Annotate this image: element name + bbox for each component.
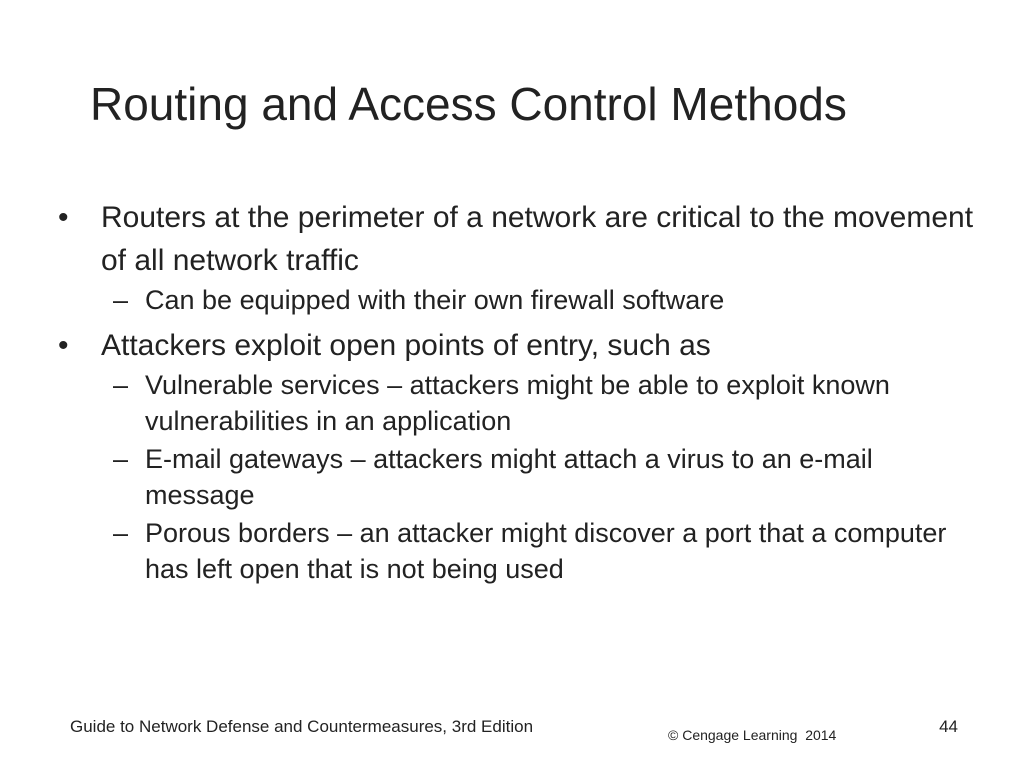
bullet-marker: • (58, 201, 69, 234)
sub-bullet-marker: – (113, 444, 129, 474)
bullet-text: Attackers exploit open points of entry, such as (101, 329, 711, 362)
sub-bullet-item (113, 515, 978, 587)
sub-bullet-text: Can be equipped with their own firewall software (145, 285, 725, 315)
bullet-item (58, 196, 978, 282)
sub-bullet-text: Vulnerable services – attackers might be able to exploit known vulnerabilities in an application (145, 370, 890, 436)
sub-bullet-item (113, 441, 978, 513)
bullet-marker: • (58, 329, 69, 362)
slide-title: Routing and Access Control Methods (90, 78, 847, 130)
bullet-text: Routers at the perimeter of a network are critical to the movement of all network traffic (101, 201, 974, 277)
sub-bullet-item (113, 367, 978, 439)
sub-bullet-text: E-mail gateways – attackers might attach a virus to an e-mail message (145, 444, 873, 510)
sub-bullet-marker: – (113, 285, 129, 315)
bullet-item (58, 324, 978, 367)
sub-bullet-item (113, 282, 978, 318)
footer-copyright: © Cengage Learning 2014 (668, 727, 837, 743)
sub-bullet-marker: – (113, 518, 129, 548)
sub-bullet-marker: – (113, 370, 129, 400)
slide-body (58, 196, 978, 587)
page-number: 44 (939, 717, 958, 736)
sub-bullet-text: Porous borders – an attacker might discover a port that a computer has left open that is not being used (145, 518, 947, 584)
footer-book-title: Guide to Network Defense and Countermeasures, 3rd Edition (70, 717, 534, 736)
